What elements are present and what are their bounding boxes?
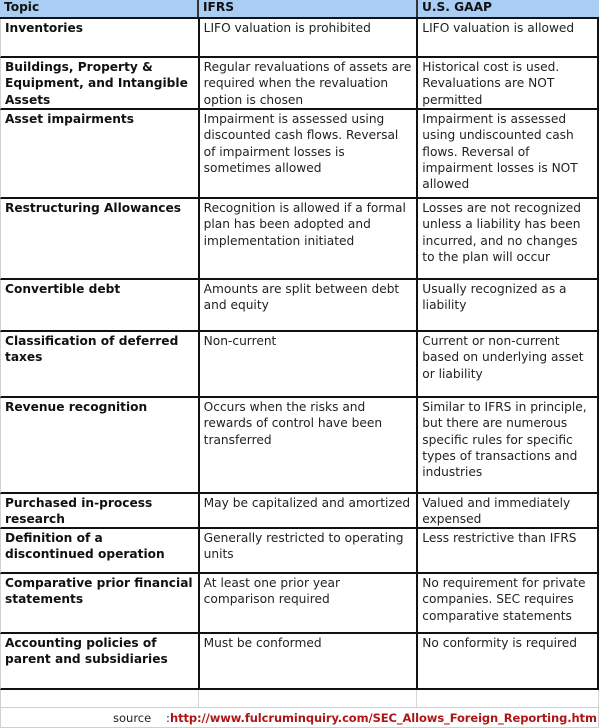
table-body — [0, 19, 599, 690]
ifrs-cell: Amounts are split between debt and equity — [198, 280, 417, 330]
table-row — [0, 110, 599, 199]
topic-cell: Restructuring Allowances — [5, 201, 182, 215]
table-row — [0, 19, 599, 58]
us-gaap-cell: LIFO valuation is allowed — [416, 19, 599, 56]
topic-cell: Buildings, Property & Equipment, and Intangible Assets — [5, 60, 188, 107]
ifrs-cell: Occurs when the risks and rewards of control have been transferred — [198, 398, 417, 492]
header-topic: Topic — [4, 0, 40, 14]
header-us-gaap: U.S. GAAP — [416, 0, 599, 17]
ifrs-cell: Generally restricted to operating units — [198, 529, 417, 572]
topic-cell: Revenue recognition — [5, 400, 148, 414]
source-link[interactable]: http://www.fulcruminquiry.com/SEC_Allows_Foreign_Reporting.htm — [170, 710, 597, 725]
topic-cell: Classification of deferred taxes — [5, 334, 179, 365]
topic-cell: Purchased in-process research — [5, 496, 153, 527]
table-row — [0, 398, 599, 494]
empty-cell — [198, 690, 417, 707]
us-gaap-cell: Current or non-current based on underlying asset or liability — [416, 332, 599, 396]
topic-cell: Asset impairments — [5, 112, 135, 126]
topic-cell: Accounting policies of parent and subsidiaries — [5, 636, 168, 667]
us-gaap-cell: Historical cost is used. Revaluations are NOT permitted — [416, 58, 599, 108]
source-row — [0, 708, 599, 728]
table-row — [0, 332, 599, 398]
us-gaap-cell: No conformity is required — [416, 634, 599, 688]
table-row — [0, 280, 599, 332]
ifrs-cell: May be capitalized and amortized — [198, 494, 417, 527]
ifrs-cell: Non-current — [198, 332, 417, 396]
ifrs-cell: LIFO valuation is prohibited — [198, 19, 417, 56]
ifrs-cell: Must be conformed — [198, 634, 417, 688]
us-gaap-cell: Valued and immediately expensed — [416, 494, 599, 527]
us-gaap-cell: Similar to IFRS in principle, but there are numerous specific rules for specific types of transactions and industries — [416, 398, 599, 492]
empty-cell — [416, 690, 599, 707]
topic-cell: Definition of a discontinued operation — [5, 531, 165, 562]
topic-cell: Convertible debt — [5, 282, 121, 296]
header-ifrs: IFRS — [197, 0, 416, 17]
table-row — [0, 529, 599, 574]
source-label: source — [113, 710, 152, 725]
table-row — [0, 634, 599, 690]
ifrs-cell: Impairment is assessed using discounted cash flows. Reversal of impairment losses is sometimes allowed — [198, 110, 417, 197]
topic-cell: Inventories — [5, 21, 84, 35]
table-row — [0, 574, 599, 634]
topic-cell: Comparative prior financial statements — [5, 576, 193, 607]
table-row — [0, 494, 599, 529]
us-gaap-cell: No requirement for private companies. SEC requires comparative statements — [416, 574, 599, 632]
empty-cell — [1, 690, 198, 707]
ifrs-cell: At least one prior year comparison required — [198, 574, 417, 632]
us-gaap-cell: Less restrictive than IFRS — [416, 529, 599, 572]
ifrs-cell: Recognition is allowed if a formal plan has been adopted and implementation initiated — [198, 199, 417, 278]
ifrs-cell: Regular revaluations of assets are required when the revaluation option is chosen — [198, 58, 417, 108]
us-gaap-cell: Impairment is assessed using undiscounted cash flows. Reversal of impairment losses is NOT allowed — [416, 110, 599, 197]
table-row — [0, 58, 599, 110]
us-gaap-cell: Usually recognized as a liability — [416, 280, 599, 330]
source-colon: : — [166, 710, 170, 725]
us-gaap-cell: Losses are not recognized unless a liability has been incurred, and no changes to the plan will occur — [416, 199, 599, 278]
table-row — [0, 199, 599, 280]
table-header-row — [0, 0, 599, 19]
empty-row — [0, 690, 599, 708]
